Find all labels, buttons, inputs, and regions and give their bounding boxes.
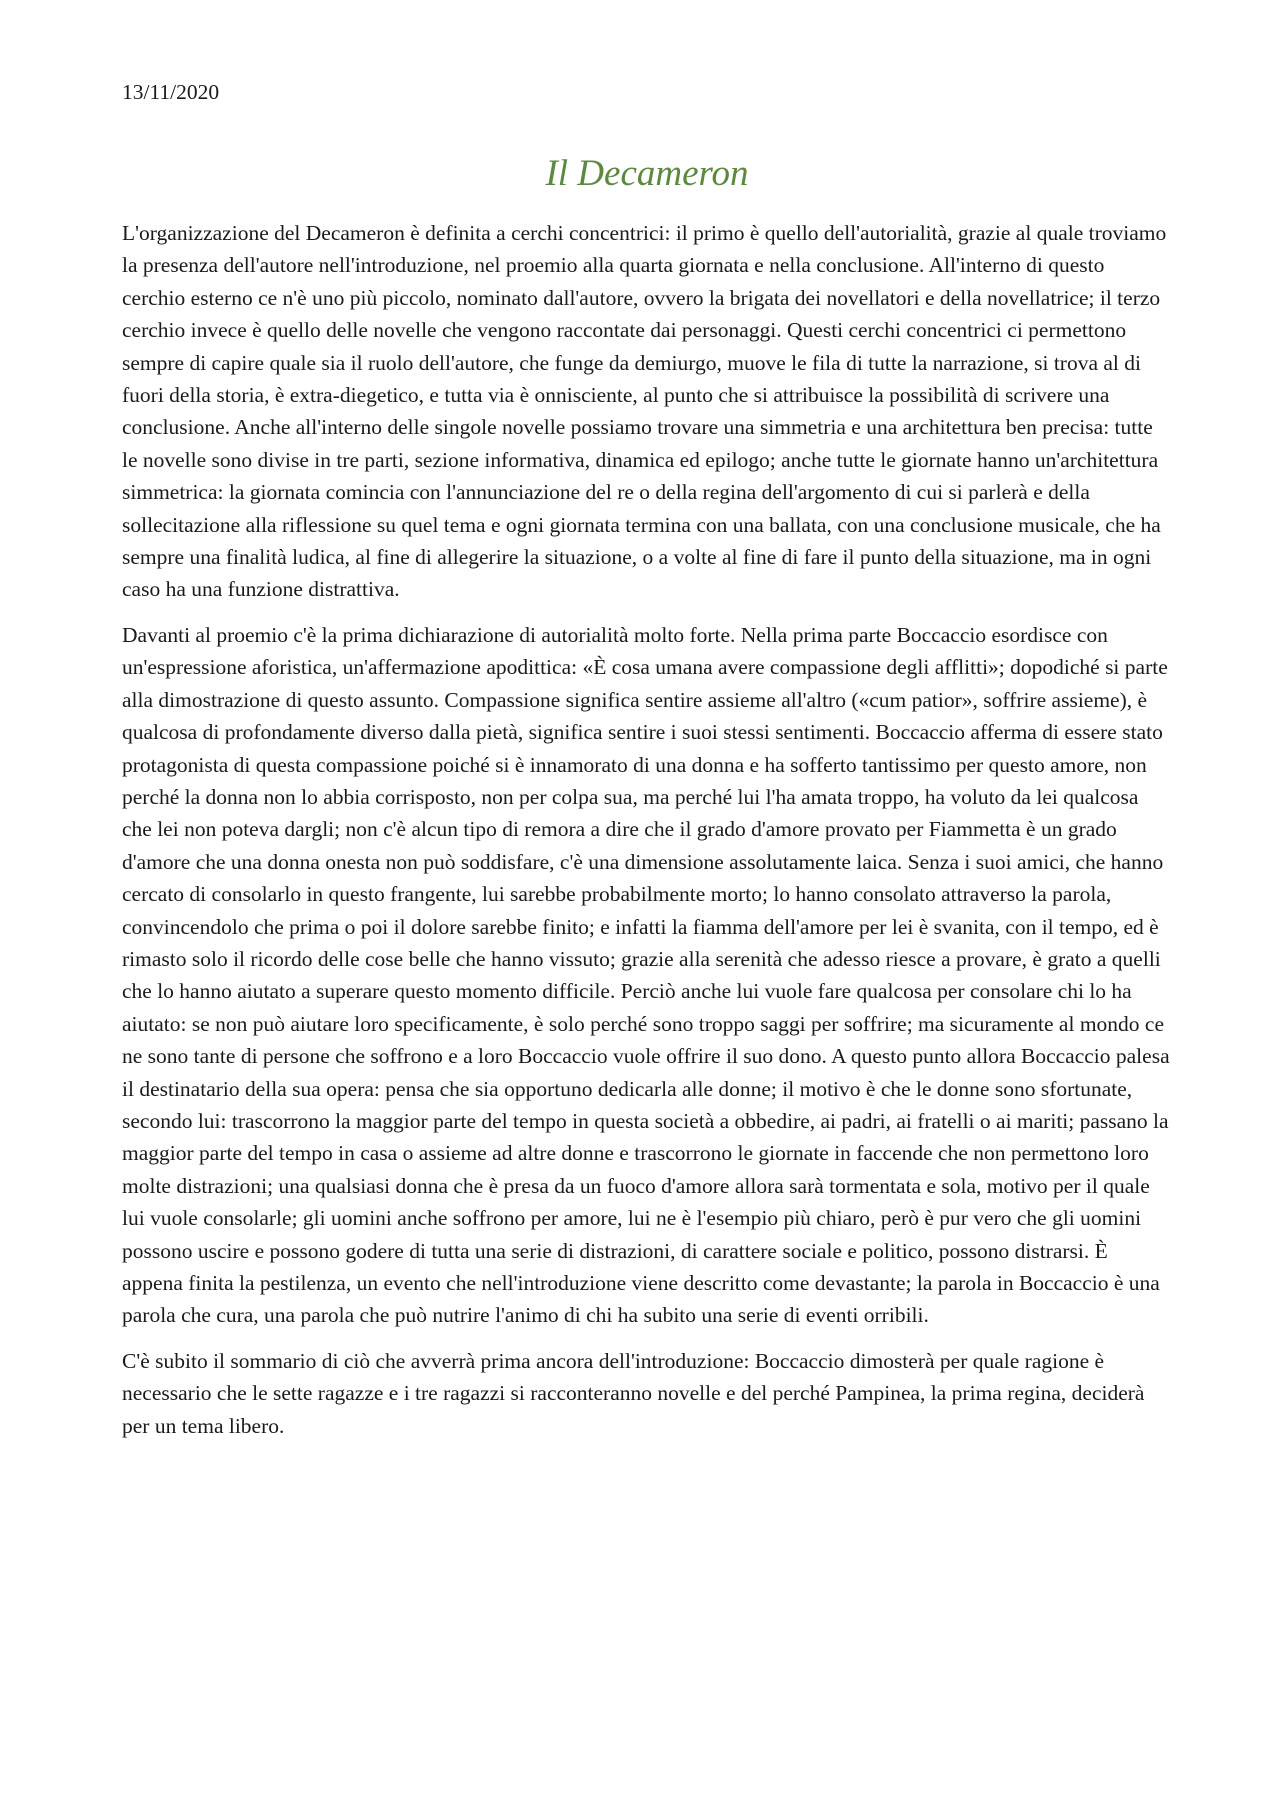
paragraph-sommario: C'è subito il sommario di ciò che avverrà prima ancora dell'introduzione: Boccaccio dimosterà per quale ragione è necessario che le sette ragazze e i tre ragazzi si racconteranno novelle e del perché Pampinea, la prima regina, deciderà per un tema libero. bbox=[122, 1348, 1145, 1438]
paragraph-proemio: Davanti al proemio c'è la prima dichiarazione di autorialità molto forte. Nella prima parte Boccaccio esordisce con un'espressione aforistica, un'affermazione apodittica: «È cosa umana avere compassione degli afflitti»; dopodiché si parte alla dimostrazione di questo assunto. Compassione significa sentire assieme all'altro («cum patior», soffrire assieme), è qualcosa di profondamente diverso dalla pietà, significa sentire i suoi stessi sentimenti. Boccaccio afferma di essere stato protagonista di questa compassione poiché si è innamorato di una donna e ha sofferto tantissimo per questo amore, non perché la donna non lo abbia corrisposto, non per colpa sua, ma perché lui l'ha amata troppo, ha voluto da lei qualcosa che lei non poteva dargli; non c'è alcun tipo di remora a dire che il grado d'amore provato per Fiammetta è un grado d'amore che una donna onesta non può soddisfare, c'è una dimensione assolutamente laica. Senza i suoi amici, che hanno cercato di consolarlo in questo frangente, lui sarebbe probabilmente morto; lo hanno consolato attraverso la parola, convincendolo che prima o poi il dolore sarebbe finito; e infatti la fiamma dell'amore per lei è svanita, con il tempo, ed è rimasto solo il ricordo delle cose belle che hanno vissuto; grazie alla serenità che adesso riesce a provare, è grato a quelli che lo hanno aiutato a superare questo momento difficile. Perciò anche lui vuole fare qualcosa per consolare chi lo ha aiutato: se non può aiutare loro specificamente, è solo perché sono troppo saggi per soffrire; ma sicuramente al mondo ce ne sono tante di persone che soffrono e a loro Boccaccio vuole offrire il suo dono. A questo punto allora Boccaccio palesa il destinatario della sua opera: pensa che sia opportuno dedicarla alle donne; il motivo è che le donne sono sfortunate, secondo lui: trascorrono la maggior parte del tempo in questa società a obbedire, ai padri, ai fratelli o ai mariti; passano la maggior parte del tempo in casa o assieme ad altre donne e trascorrono le giornate in faccende che non permettono loro molte distrazioni; una qualsiasi donna che è presa da un fuoco d'amore allora sarà tormentata e sola, motivo per il quale lui vuole consolarle; gli uomini anche soffrono per amore, lui ne è l'esempio più chiaro, però è pur vero che gli uomini possono uscire e possono godere di tutta una serie di distrazioni, di carattere sociale e politico, possono distrarsi. È appena finita la pestilenza, un evento che nell'introduzione viene descritto come devastante; la parola in Boccaccio è una parola che cura, una parola che può nutrire l'animo di chi ha subito una serie di eventi orribili. bbox=[122, 622, 1170, 1328]
paragraph-structure: L'organizzazione del Decameron è definita a cerchi concentrici: il primo è quello dell'autorialità, grazie al quale troviamo la presenza dell'autore nell'introduzione, nel proemio alla quarta giornata e nella conclusione. All'interno di questo cerchio esterno ce n'è uno più piccolo, nominato dall'autore, ovvero la brigata dei novellatori e della novellatrice; il terzo cerchio invece è quello delle novelle che vengono raccontate dai personaggi. Questi cerchi concentrici ci permettono sempre di capire quale sia il ruolo dell'autore, che funge da demiurgo, muove le fila di tutte la narrazione, si trova al di fuori della storia, è extra-diegetico, e tutta via è onnisciente, al punto che si attribuisce la possibilità di scrivere una conclusione. Anche all'interno delle singole novelle possiamo trovare una simmetria e una architettura ben precisa: tutte le novelle sono divise in tre parti, sezione informativa, dinamica ed epilogo; anche tutte le giornate hanno un'architettura simmetrica: la giornata comincia con l'annunciazione del re o della regina dell'argomento di cui si parlerà e della sollecitazione alla riflessione su quel tema e ogni giornata termina con una ballata, con una conclusione musicale, che ha sempre una finalità ludica, al fine di allegerire la situazione, o a volte al fine di fare il punto della situazione, ma in ogni caso ha una funzione distrattiva. bbox=[122, 221, 1167, 602]
document-date: 13/11/2020 bbox=[122, 80, 220, 104]
document-title: Il Decameron bbox=[545, 153, 749, 194]
document-body bbox=[122, 217, 1172, 1455]
